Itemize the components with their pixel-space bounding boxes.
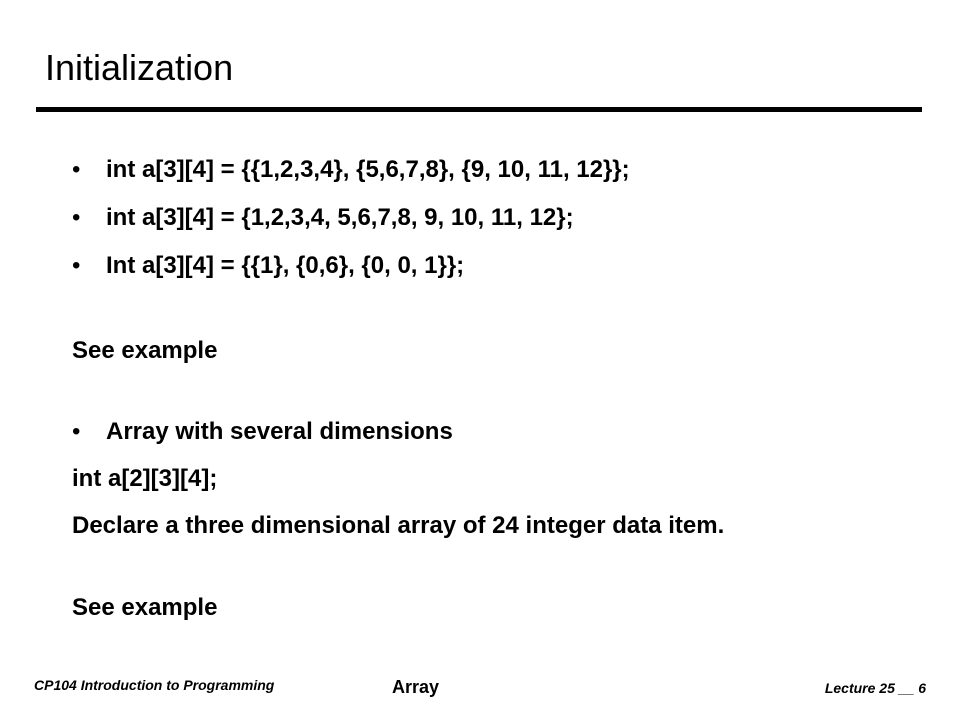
see-example-text: See example bbox=[72, 337, 218, 364]
bullet-marker: • bbox=[72, 156, 81, 183]
bullet-text-multidimensional: Array with several dimensions bbox=[106, 418, 453, 445]
bullet-text-init-nested: int a[3][4] = {{1,2,3,4}, {5,6,7,8}, {9, 10, 11, 12}}; bbox=[106, 156, 630, 183]
footer-lecture: Lecture 25 __ 6 bbox=[824, 680, 926, 696]
see-example-text: See example bbox=[72, 594, 218, 621]
bullet-marker: • bbox=[72, 252, 81, 279]
bullet-text-init-flat: int a[3][4] = {1,2,3,4, 5,6,7,8, 9, 10, 11, 12}; bbox=[106, 204, 574, 231]
slide-title: Initialization bbox=[45, 47, 234, 88]
bullet-marker: • bbox=[72, 204, 81, 231]
footer-topic: Array bbox=[392, 677, 440, 697]
bullet-marker: • bbox=[72, 418, 81, 445]
declaration-description-text: Declare a three dimensional array of 24 integer data item. bbox=[72, 512, 725, 539]
bullet-text-init-partial: Int a[3][4] = {{1}, {0,6}, {0, 0, 1}}; bbox=[106, 252, 465, 279]
footer-course: CP104 Introduction to Programming bbox=[34, 677, 275, 693]
declaration-code-text: int a[2][3][4]; bbox=[72, 465, 218, 492]
